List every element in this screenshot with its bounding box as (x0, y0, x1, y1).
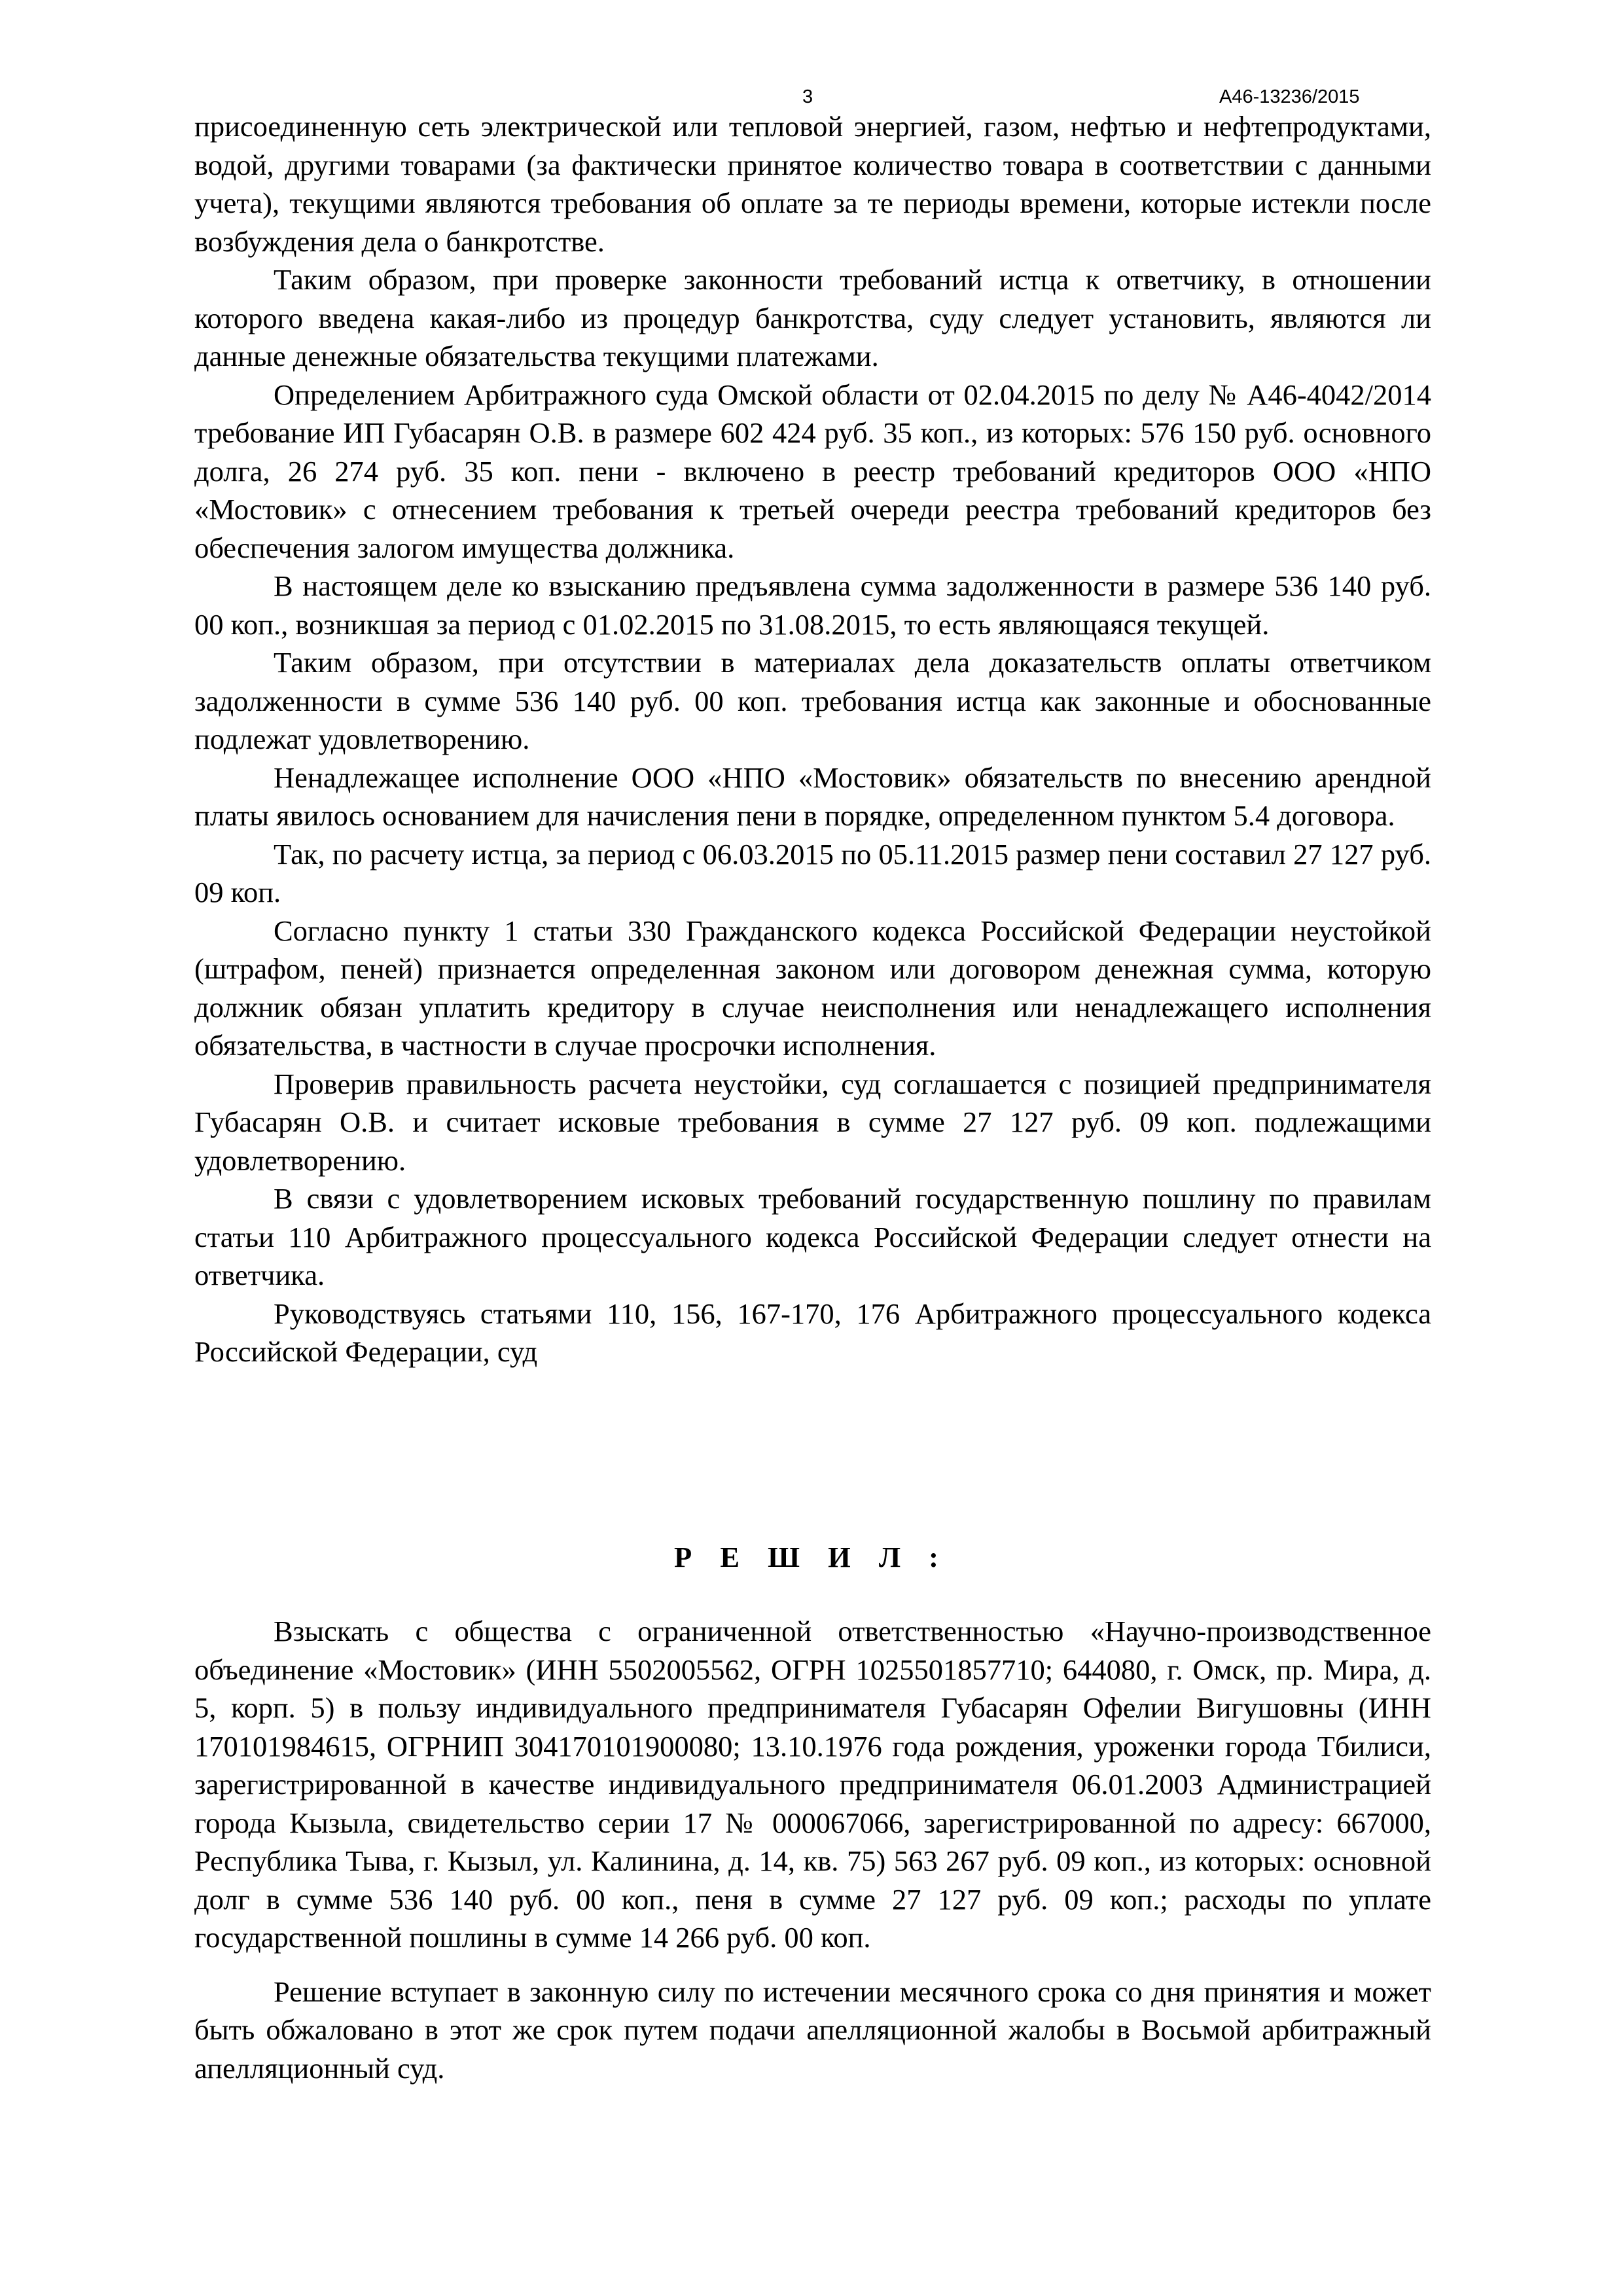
reasoning-section (194, 107, 1431, 1371)
page-header (0, 84, 1623, 110)
paragraph: Ненадлежащее исполнение ООО «НПО «Мостовик» обязательств по внесению арендной платы явилось основанием для начисления пени в порядке, определенном пунктом 5.4 договора. (194, 761, 1431, 832)
paragraph: В связи с удовлетворением исковых требований государственную пошлину по правилам статьи 110 Арбитражного процессуального кодекса Российской Федерации следует отнести на ответчика. (194, 1182, 1431, 1291)
paragraph: Проверив правильность расчета неустойки, суд соглашается с позицией предпринимателя Губасарян О.В. и считает исковые требования в сумме 27 127 руб. 09 коп. подлежащими удовлетворению. (194, 1067, 1431, 1177)
paragraph: Руководствуясь статьями 110, 156, 167-170, 176 Арбитражного процессуального кодекса Российской Федерации, суд (194, 1297, 1431, 1368)
paragraph: Согласно пункту 1 статьи 330 Гражданского кодекса Российской Федерации неустойкой (штрафом, пеней) признается определенная законом или договором денежная сумма, которую должник обязан уплатить кредитору в случае неисполнения или ненадлежащего исполнения обязательства, в частности в случае просрочки исполнения. (194, 914, 1431, 1062)
decision-paragraph: Решение вступает в законную силу по истечении месячного срока со дня принятия и может быть обжаловано в этот же срок путем подачи апелляционной жалобы в Восьмой арбитражный апелляционный суд. (194, 1975, 1431, 2085)
paragraph: Определением Арбитражного суда Омской области от 02.04.2015 по делу № А46-4042/2014 требование ИП Губасарян О.В. в размере 602 424 руб. 35 коп., из которых: 576 150 руб. основного долга, 26 274 руб. 35 коп. пени - включено в реестр требований кредиторов ООО «НПО «Мостовик» с отнесением требования к третьей очереди реестра требований кредиторов без обеспечения залогом имущества должника. (194, 378, 1431, 564)
decision-section (194, 1612, 1431, 2087)
paragraph: Таким образом, при проверке законности требований истца к ответчику, в отношении которого введена какая-либо из процедур банкротства, суду следует установить, являются ли данные денежные обязательства текущими платежами. (194, 263, 1431, 372)
verdict-heading: Р Е Ш И Л : (674, 1541, 949, 1573)
paragraph-continuation: присоединенную сеть электрической или тепловой энергией, газом, нефтью и нефтепродуктами, водой, другими товарами (за фактически принятое количество товара в соответствии с данными учета), текущими являются требования об оплате за те периоды времени, которые истекли после возбуждения дела о банкротстве. (194, 110, 1431, 258)
page-number: 3 (802, 86, 813, 107)
paragraph: Так, по расчету истца, за период с 06.03.2015 по 05.11.2015 размер пени составил 27 127 руб. 09 коп. (194, 837, 1431, 908)
paragraph: В настоящем деле ко взысканию предъявлена сумма задолженности в размере 536 140 руб. 00 коп., возникшая за период с 01.02.2015 по 31.08.2015, то есть являющаяся текущей. (194, 569, 1431, 641)
case-number: А46-13236/2015 (1219, 86, 1360, 107)
paragraph: Таким образом, при отсутствии в материалах дела доказательств оплаты ответчиком задолженности в сумме 536 140 руб. 00 коп. требования истца как законные и обоснованные подлежат удовлетворению. (194, 646, 1431, 755)
decision-paragraph: Взыскать с общества с ограниченной ответственностью «Научно-производственное объединение «Мостовик» (ИНН 5502005562, ОГРН 1025501857710; 644080, г. Омск, пр. Мира, д. 5, корп. 5) в пользу индивидуального предпринимателя Губасарян Офелии Вигушовны (ИНН 170101984615, ОГРНИП 304170101900080; 13.10.1976 года рождения, уроженки города Тбилиси, зарегистрированной в качестве индивидуального предпринимателя 06.01.2003 Администрацией города Кызыла, свидетельство серии 17 № 000067066, зарегистрированной по адресу: 667000, Республика Тыва, г. Кызыл, ул. Калинина, д. 14, кв. 75) 563 267 руб. 09 коп., из которых: основной долг в сумме 536 140 руб. 00 коп., пеня в сумме 27 127 руб. 09 коп.; расходы по уплате государственной пошлины в сумме 14 266 руб. 00 коп. (194, 1615, 1431, 1954)
